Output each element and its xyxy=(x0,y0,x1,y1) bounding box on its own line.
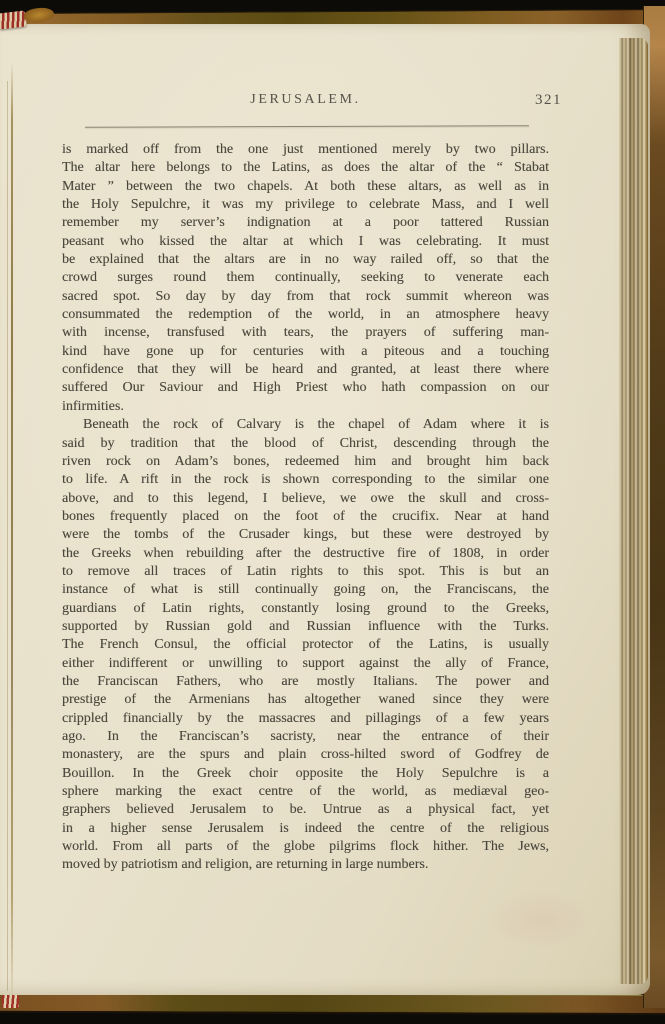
text-line: guardians of Latin rights, constantly losing ground to the Greeks, xyxy=(62,600,549,616)
text-line: Beneath the rock of Calvary is the chapel of Adam where it is xyxy=(83,417,549,433)
text-line: in a higher sense Jerusalem is indeed the centre of the religious xyxy=(62,820,549,836)
text-line: riven rock on Adam’s bones, redeemed him and brought him back xyxy=(62,453,549,469)
text-line: ago. In the Franciscan’s sacristy, near the entrance of their xyxy=(62,729,549,744)
text-line: the Holy Sepulchre, it was my privilege to celebrate Mass, and I well xyxy=(62,197,549,213)
running-head xyxy=(62,92,562,112)
page-gutter-crease xyxy=(11,62,13,1010)
text-line: be explained that the altars are in no way railed off, so that the xyxy=(62,252,549,268)
text-line: monastery, are the spurs and plain cross-hilted sword of Godfrey de xyxy=(62,747,549,763)
page-number: 321 xyxy=(535,92,562,108)
text-line: said by tradition that the blood of Christ, descending through the xyxy=(62,435,549,451)
paragraph xyxy=(62,416,549,875)
paragraph xyxy=(62,141,549,416)
text-line: the Greeks when rebuilding after the destructive fire of 1808, in order xyxy=(62,545,549,561)
text-line: supported by Russian gold and Russian influence with the Turks. xyxy=(62,618,549,634)
text-line: The altar here belongs to the Latins, as does the altar of the “ Stabat xyxy=(62,160,549,176)
text-line: to life. A rift in the rock is shown corresponding to the similar one xyxy=(62,472,549,488)
text-line: Mater ” between the two chapels. At both these altars, as well as in xyxy=(62,178,549,194)
text-line: either indifferent or unwilling to support against the ally of France, xyxy=(62,655,549,671)
text-line: were the tombs of the Crusader kings, but these were destroyed by xyxy=(62,527,549,543)
text-line: kind have gone up for centuries with a piteous and a touching xyxy=(62,343,549,359)
text-line: above, and to this legend, I believe, we owe the skull and cross- xyxy=(62,490,549,506)
text-line: instance of what is still continually going on, the Franciscans, the xyxy=(62,582,549,598)
book-cover-bottom-edge xyxy=(0,993,665,1015)
text-line: with incense, transfused with tears, the prayers of suffering man- xyxy=(62,325,549,341)
text-line: to remove all traces of Latin rights to this spot. This is but an xyxy=(62,563,549,579)
text-line: the Franciscan Fathers, who are mostly Italians. The power and xyxy=(62,673,549,689)
text-line: sacred spot. So day by day from that rock summit whereon was xyxy=(62,288,549,304)
text-line: is marked off from the one just mentioned merely by two pillars. xyxy=(62,142,549,157)
text-line: bones frequently placed on the foot of the crucifix. Near at hand xyxy=(62,508,549,524)
text-line: infirmities. xyxy=(62,398,124,414)
text-line: crippled financially by the massacres and pillagings of a few years xyxy=(62,710,549,726)
header-rule xyxy=(85,125,529,128)
text-line: suffered Our Saviour and High Priest who hath compassion on our xyxy=(62,380,549,396)
text-line: prestige of the Armenians has altogether waned since they were xyxy=(62,692,549,708)
headband-decoration-bottom xyxy=(2,995,19,1008)
text-line: consummated the redemption of the world, in an atmosphere heavy xyxy=(62,307,549,323)
page-edge-stack xyxy=(619,38,648,984)
text-line: Bouillon. In the Greek choir opposite the Holy Sepulchre is a xyxy=(62,765,549,781)
text-line: peasant who kissed the altar at which I was celebrating. It must xyxy=(62,233,549,249)
text-line: remember my server’s indignation at a poor tattered Russian xyxy=(62,215,549,231)
running-header-title: JERUSALEM. xyxy=(250,92,361,107)
text-line: moved by patriotism and religion, are returning in large numbers. xyxy=(62,857,429,873)
text-line: sphere marking the exact centre of the world, as mediæval geo- xyxy=(62,784,549,800)
text-line: graphers believed Jerusalem to be. Untrue as a physical fact, yet xyxy=(62,802,549,818)
book-page xyxy=(0,24,650,995)
body-text xyxy=(62,141,549,875)
text-line: crowd surges round them continually, seeking to venerate each xyxy=(62,270,549,286)
printed-content xyxy=(62,24,562,995)
text-line: The French Consul, the official protector of the Latins, is usually xyxy=(62,637,549,653)
text-line: world. From all parts of the globe pilgrims flock hither. The Jews, xyxy=(62,839,549,855)
text-line: confidence that they will be heard and granted, at least there where xyxy=(62,362,549,378)
